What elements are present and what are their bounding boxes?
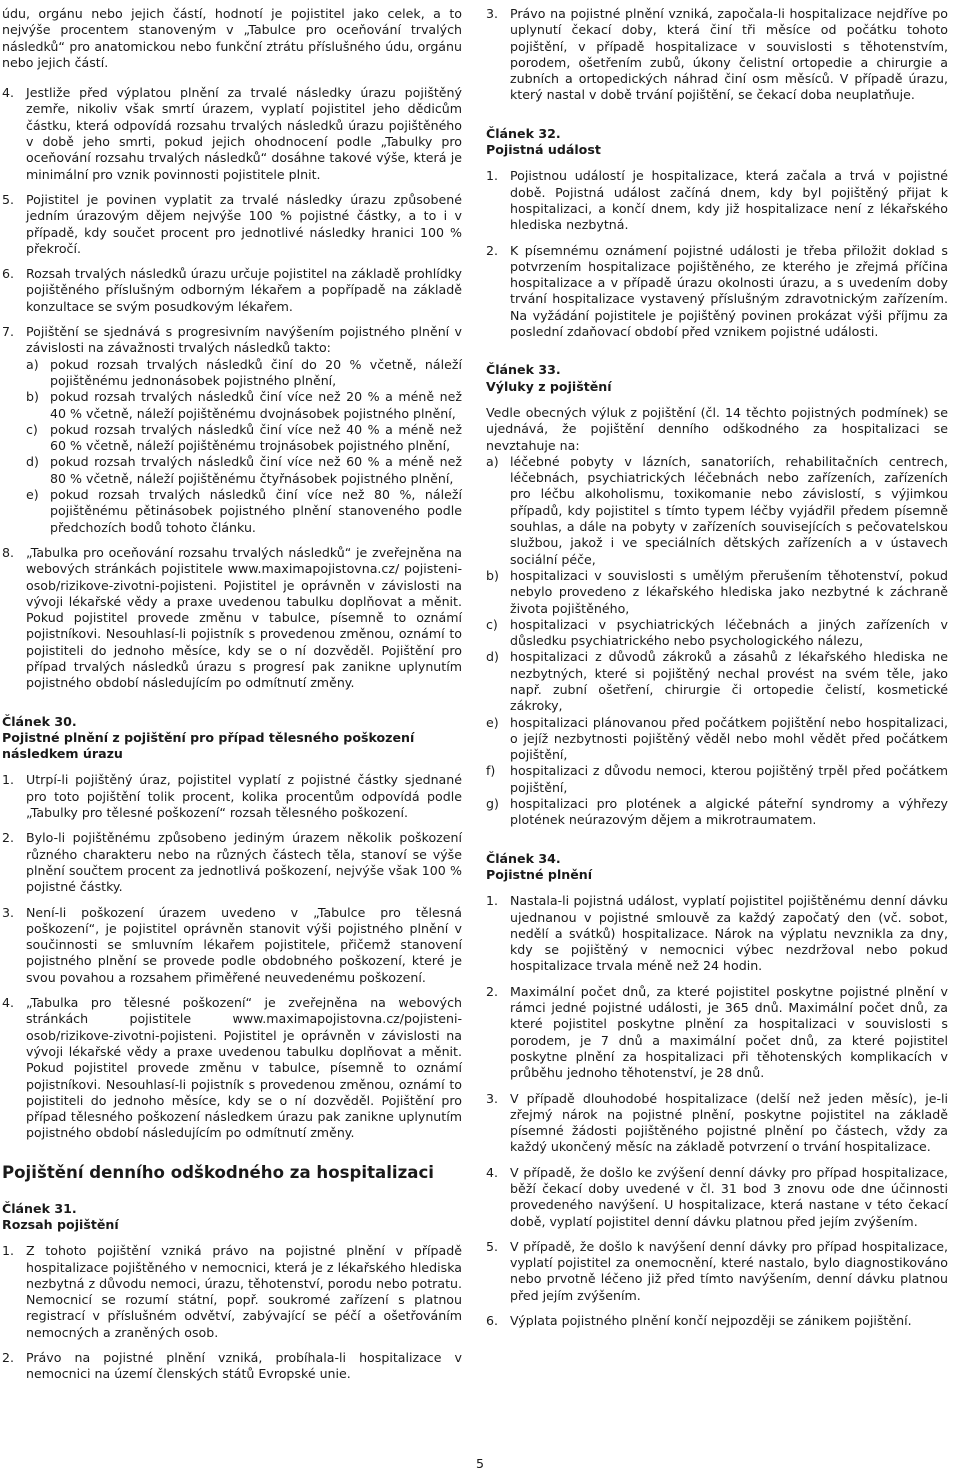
sub-text: hospitalizaci v souvislosti s umělým přerušením těhotenství, pokud nebylo provedeno z lékařského hlediska jako nezbytné k záchraně života pojištěného,	[510, 567, 948, 616]
list-item	[2, 995, 462, 1142]
list-item	[2, 830, 462, 895]
item-text: Není-li poškození úrazem uvedeno v „Tabulce pro tělesná poškození“, je pojistitel oprávněn stanovit výši pojistného plnění v součinnosti se smluvním lékařem pojistitele, přičemž stanovení pojistného plnění se provede podle obdobného poškození, které je svou povahou a rozsahem přiměřené neuvedenému poškození.	[26, 904, 462, 985]
item-number: 7.	[2, 324, 15, 340]
sub-text: pokud rozsah trvalých následků činí více než 20 % a méně než 40 % včetně, náleží pojištěnému dvojnásobek pojistného plnění,	[50, 389, 462, 421]
list-item	[2, 85, 462, 183]
item-text: Jestliže před výplatou plnění za trvalé následky úrazu pojištěný zemře, nikoliv však smrtí úrazem, vyplatí pojistitel jeho dědicům částku, která odpovídá rozsahu trvalých následků úrazu pojištěného v době jeho smrti, pokud jejich ohodnocení podle „Tabulky pro oceňování rozsahu trvalých následků“ dosáhne takové výše, která je minimální pro vznik povinnosti pojistitele plnit.	[26, 85, 462, 182]
article-34-heading	[486, 851, 948, 884]
sub-item	[486, 617, 948, 650]
item-text: Pojištění se sjednává s progresivním navýšením pojistného plnění v závislosti na závažnosti trvalých následků takto:	[26, 324, 462, 356]
item-text: Pojistitel je povinen vyplatit za trvalé následky úrazu způsobené jedním úrazovým dějem nejvýše 100 % pojistné částky, a to i v případě, kdy součet procent pro jednotlivé následky hranici 100 % překročí.	[26, 191, 462, 256]
sub-item	[26, 389, 462, 422]
sub-item	[486, 454, 948, 568]
item-number: 4.	[2, 995, 15, 1011]
item-text: „Tabulka pro oceňování rozsahu trvalých následků“ je zveřejněna na webových stránkách pojistitele www.maximapojistovna.cz/ pojisteni-osob/rizikove-zivotni-pojisteni. Pojistitel je oprávněn v závislosti na vývoji lékařské vědy a praxe uvedenou tabulku doplňovat a měnit. Pokud pojistitel provede změnu v tabulce, písemně to oznámí pojistníkovi. Nesouhlasí-li pojistník s provedenou změnou, oznámí to pojistiteli do jednoho měsíce, kdy se o ní dozvěděl. Pojištění pro případ trvalých následků úrazu s progresí pak zanikne uplynutím pojistného období následujícím po odmítnutí změny.	[26, 544, 462, 691]
item-number: 2.	[2, 1350, 15, 1366]
sub-text: pokud rozsah trvalých následků činí více než 40 % a méně než 60 % včetně, náleží pojištěnému trojnásobek pojistného plnění,	[50, 421, 462, 454]
article-label: Článek 34.	[486, 850, 561, 866]
list-item	[486, 893, 948, 974]
article-title: Výluky z pojištění	[486, 378, 612, 394]
sub-text: pokud rozsah trvalých následků činí více než 80 %, náleží pojištěnému pětinásobek pojistného plnění stanoveného podle předchozích bodů tohoto článku.	[50, 487, 462, 535]
sub-item	[26, 357, 462, 390]
item-number: 6.	[486, 1313, 499, 1329]
article-30-heading	[2, 714, 462, 763]
sub-item	[26, 454, 462, 487]
item-text: Výplata pojistného plnění končí nejpozději se zánikem pojištění.	[510, 1313, 912, 1329]
item-number: 6.	[2, 266, 15, 282]
list-item	[486, 1239, 948, 1304]
list-item	[2, 324, 462, 536]
item-number: 1.	[486, 893, 499, 909]
page-number: 5	[475, 1456, 484, 1471]
article-title: Pojistné plnění z pojištění pro případ tělesného poškození následkem úrazu	[2, 729, 415, 762]
right-column	[486, 6, 948, 1338]
article-32-heading	[486, 126, 948, 159]
item-number: 3.	[486, 6, 499, 21]
article-title: Pojistné plnění	[486, 866, 593, 882]
article-title: Rozsah pojištění	[2, 1217, 119, 1232]
list-item	[486, 1091, 948, 1156]
sub-letter: d)	[26, 454, 39, 470]
article-label: Článek 31.	[2, 1200, 77, 1216]
article-label: Článek 33.	[486, 362, 561, 378]
item-text: Nastala-li pojistná událost, vyplatí pojistitel pojištěnému denní dávku ujednanou v pojistné smlouvě za každý započatý den (vč. sobot, nedělí a svátků) hospitalizace. Nárok na výplatu nevznikla za dny, kdy se pojištěný v nemocnici výbec nezdržoval nebo pokud hospitalizace trvala méně než 24 hodin.	[510, 893, 948, 974]
article-label: Článek 32.	[486, 125, 561, 141]
article-label: Článek 30.	[2, 713, 77, 729]
section-title: Pojištění denního odškodného za hospitalizaci	[2, 1162, 434, 1182]
item-text: Právo na pojistné plnění vzniká, probíhala-li hospitalizace v nemocnici na území členských států Evropské unie.	[26, 1350, 462, 1382]
item-number: 5.	[486, 1238, 499, 1254]
list-item	[2, 192, 462, 257]
sub-item	[486, 568, 948, 617]
sub-text: hospitalizaci plánovanou před počátkem pojištění nebo hospitalizaci, o jejíž nezbytnosti pojištěný věděl nebo mohl vědět před počátkem pojištění,	[510, 714, 948, 763]
item-text: „Tabulka pro tělesné poškození“ je zveřejněna na webových stránkách pojistitele www.maximapojistovna.cz/pojisteni-osob/rizikove-zivotni-pojisteni. Pojistitel je oprávněn v závislosti na vývoji lékařské vědy a praxe uvedenou tabulku doplňovat a měnit. Pokud pojistitel provede změnu v tabulce, písemně to oznámí pojistníkovi. Nesouhlasí-li pojistník s provedenou změnou, oznámí to pojistiteli do jednoho měsíce, kdy se o ní dozvěděl. Pojištění pro případ tělesného poškození následkem úrazu pak zanikne uplynutím pojistného období následujícím po odmítnutí změny.	[26, 995, 462, 1141]
list-item	[486, 168, 948, 233]
list-item	[2, 545, 462, 692]
list-item	[2, 772, 462, 821]
item-number: 5.	[2, 191, 15, 207]
sub-text: hospitalizaci v psychiatrických léčebnách a jiných zařízeních v důsledku psychiatrického nebo psychologického nálezu,	[510, 616, 948, 649]
list-item	[486, 984, 948, 1082]
article-intro: Vedle obecných výluk z pojištění (čl. 14 těchto pojistných podmínek) se ujednává, že pojištění denního odškodného za hospitalizaci se nevztahuje na:	[486, 404, 948, 453]
sub-letter: b)	[26, 389, 39, 405]
sub-letter: e)	[26, 487, 39, 503]
sub-item	[486, 715, 948, 764]
item-text: Bylo-li pojištěnému způsobeno jediným úrazem několik poškození různého charakteru nebo na různých částech těla, stanoví se výše plnění součtem procent za jednotlivá poškození, nejvýše však 100 % pojistné částky.	[26, 830, 462, 895]
item-text: Maximální počet dnů, za které pojistitel poskytne pojistné plnění v rámci jedné pojistné události, je 365 dnů. Maximální počet dnů, za které pojistitel poskytne plnění za hospitalizaci v souvislosti s porodem, je 7 dnů a maximální počet dnů, za které pojistitel poskytne plnění za hospitalizaci při těhotenských komplikacích v průběhu jednoho těhotenství, je 28 dnů.	[510, 983, 948, 1081]
article-31-heading	[2, 1201, 462, 1234]
sub-text: hospitalizaci z důvodu nemoci, kterou pojištěný trpěl před počátkem pojištění,	[510, 763, 948, 795]
sub-letter: a)	[26, 356, 39, 372]
sub-text: hospitalizaci pro plotének a algické páteřní syndromy a výhřezy plotének neúrazovým dějem a mikrotraumatem.	[510, 796, 948, 828]
sub-item	[486, 763, 948, 796]
list-item	[486, 1165, 948, 1230]
item-number: 4.	[2, 85, 15, 101]
item-number: 1.	[486, 168, 499, 184]
item-number: 4.	[486, 1164, 499, 1180]
list-item	[486, 1313, 948, 1329]
item-number: 3.	[2, 904, 15, 920]
sub-letter: c)	[26, 421, 38, 437]
list-item	[2, 905, 462, 986]
sub-letter: b)	[486, 567, 499, 583]
sub-letter: g)	[486, 796, 499, 812]
sub-letter: e)	[486, 714, 499, 730]
sub-item	[486, 649, 948, 714]
sub-item	[26, 422, 462, 455]
item-text: V případě, že došlo k navýšení denní dávky pro případ hospitalizace, vyplatí pojistitel za onemocnění, které nastalo, bylo diagnostikováno nebo prvotně léčeno již před tímto navýšením, denní dávku platnou před jejím zvýšením.	[510, 1238, 948, 1303]
sub-text: hospitalizaci z důvodů zákroků a zásahů z lékařského hlediska ne nezbytných, které si pojištěný nechal provést na svém těle, jako např. zubní ošetření, chirurgie či ortopedie čelistí, kosmetické zákroky,	[510, 649, 948, 714]
list-item	[2, 1350, 462, 1383]
sub-item	[486, 796, 948, 829]
item-body	[26, 324, 462, 536]
item-number: 1.	[2, 772, 15, 788]
sub-text: pokud rozsah trvalých následků činí více než 60 % a méně než 80 % včetně, náleží pojištěnému čtyřnásobek pojistného plnění,	[50, 454, 462, 486]
item-text: K písemnému oznámení pojistné události je třeba přiložit doklad s potvrzením hospitalizace pojištěného, ze kterého je zřejmá příčina hospitalizace a v případě úrazu okolnosti úrazu, a s uvedením doby trvání hospitalizace vystavený příslušným zdravotnickým zařízením. Na vyžádání pojistitele je pojištěný povinen prokázat výši příjmu za poslední zdaňovací období před vznikem pojistné události.	[510, 242, 948, 340]
item-text: Utrpí-li pojištěný úraz, pojistitel vyplatí z pojistné částky sjednané pro toto pojištění tolik procent, kolika procentům odpovídá podle „Tabulky pro tělesné poškození“ rozsah tělesného poškození.	[26, 772, 462, 821]
sub-text: pokud rozsah trvalých následků činí do 20 % včetně, náleží pojištěnému jednonásobek pojistného plnění,	[50, 356, 462, 388]
item-text: V případě, že došlo ke zvýšení denní dávky pro případ hospitalizace, běží čekací doby uvedené v čl. 31 bod 3 znovu ode dne účinnosti provedeného navýšení. U hospitalizace, která nastane v této čekací době, vyplatí pojistitel denní dávku platnou před jejím zvýšením.	[510, 1164, 948, 1229]
item-number: 2.	[2, 830, 15, 846]
sub-item	[26, 487, 462, 536]
item-text: Právo na pojistné plnění vzniká, započala-li hospitalizace nejdříve po uplynutí čekací doby, která činí tři měsíce od počátku tohoto pojištění, v případě hospitalizace v souvislosti s těhotenstvím, porodem, ošetřením zubů, úkony čelistní ortopedie a chirurgie a zubních a ortopedických náhrad činí osm měsíců. V případě úrazu, který nastal v době trvání pojištění, se čekací doba neuplatňuje.	[510, 6, 948, 103]
sub-letter: a)	[486, 453, 499, 469]
continued-paragraph: údu, orgánu nebo jejich částí, hodnotí je pojistitel jako celek, a to nejvýše procentem stanoveným v „Tabulce pro oceňování trvalých následků“ pro anatomickou nebo funkční ztrátu příslušného údu, orgánu nebo jejich částí.	[2, 6, 462, 70]
item-text: Rozsah trvalých následků úrazu určuje pojistitel na základě prohlídky pojištěného příslušným odborným lékařem a popřípadě na základě konzultace se svým posudkovým lékařem.	[26, 266, 462, 314]
sub-letter: c)	[486, 616, 498, 632]
item-text: V případě dlouhodobé hospitalizace (delší než jeden měsíc), je-li zřejmý nárok na pojistné plnění, poskytne pojistitel na základě písemné žádosti pojištěného pojistné plnění po částech, vždy za každý ukončený měsíc na základě potvrzení o trvání hospitalizace.	[510, 1090, 948, 1155]
list-item	[2, 266, 462, 315]
item-number: 3.	[486, 1090, 499, 1106]
item-number: 1.	[2, 1243, 15, 1259]
article-title: Pojistná událost	[486, 142, 601, 158]
list-item	[2, 1243, 462, 1341]
sub-letter: d)	[486, 649, 499, 665]
sub-letter: f)	[486, 763, 496, 779]
sub-text: léčebné pobyty v lázních, sanatoriích, rehabilitačních centrech, léčebnách, psychiatrických léčebnách nebo zařízeních, zařízeních pro léčbu alkoholismu, toxikomanie nebo závislostí, s výjimkou případů, kdy pojistitel s tímto typem léčby vyjádřil předem písemně souhlas, a dále na pobyty v zařízeních souvisejících s pečovatelskou službou, jakož i ve speciálních dětských zařízeních a v ústavech sociální péče,	[510, 453, 948, 567]
article-33-heading	[486, 362, 948, 395]
item-number: 2.	[486, 242, 499, 258]
left-column	[2, 6, 462, 1392]
item-text: Pojistnou událostí je hospitalizace, která začala a trvá v pojistné době. Pojistná událost začíná dnem, kdy byl pojištěný přijat k hospitalizaci, a končí dnem, kdy již hospitalizace není z lékařského hlediska nezbytná.	[510, 168, 948, 233]
item-number: 8.	[2, 544, 15, 560]
item-number: 2.	[486, 983, 499, 999]
list-item	[486, 6, 948, 104]
item-text: Z tohoto pojištění vzniká právo na pojistné plnění v případě hospitalizace pojištěného v nemocnici, která je z lékařského hlediska nezbytná z důvodu nemoci, úrazu, těhotenství, porodu nebo potratu. Nemocnicí se rozumí státní, popř. soukromé zařízení s platnou registrací v příslušném odvětví, zabývající se péčí a ošetřováním nemocných a zraněných osob.	[26, 1243, 462, 1340]
list-item	[486, 243, 948, 341]
